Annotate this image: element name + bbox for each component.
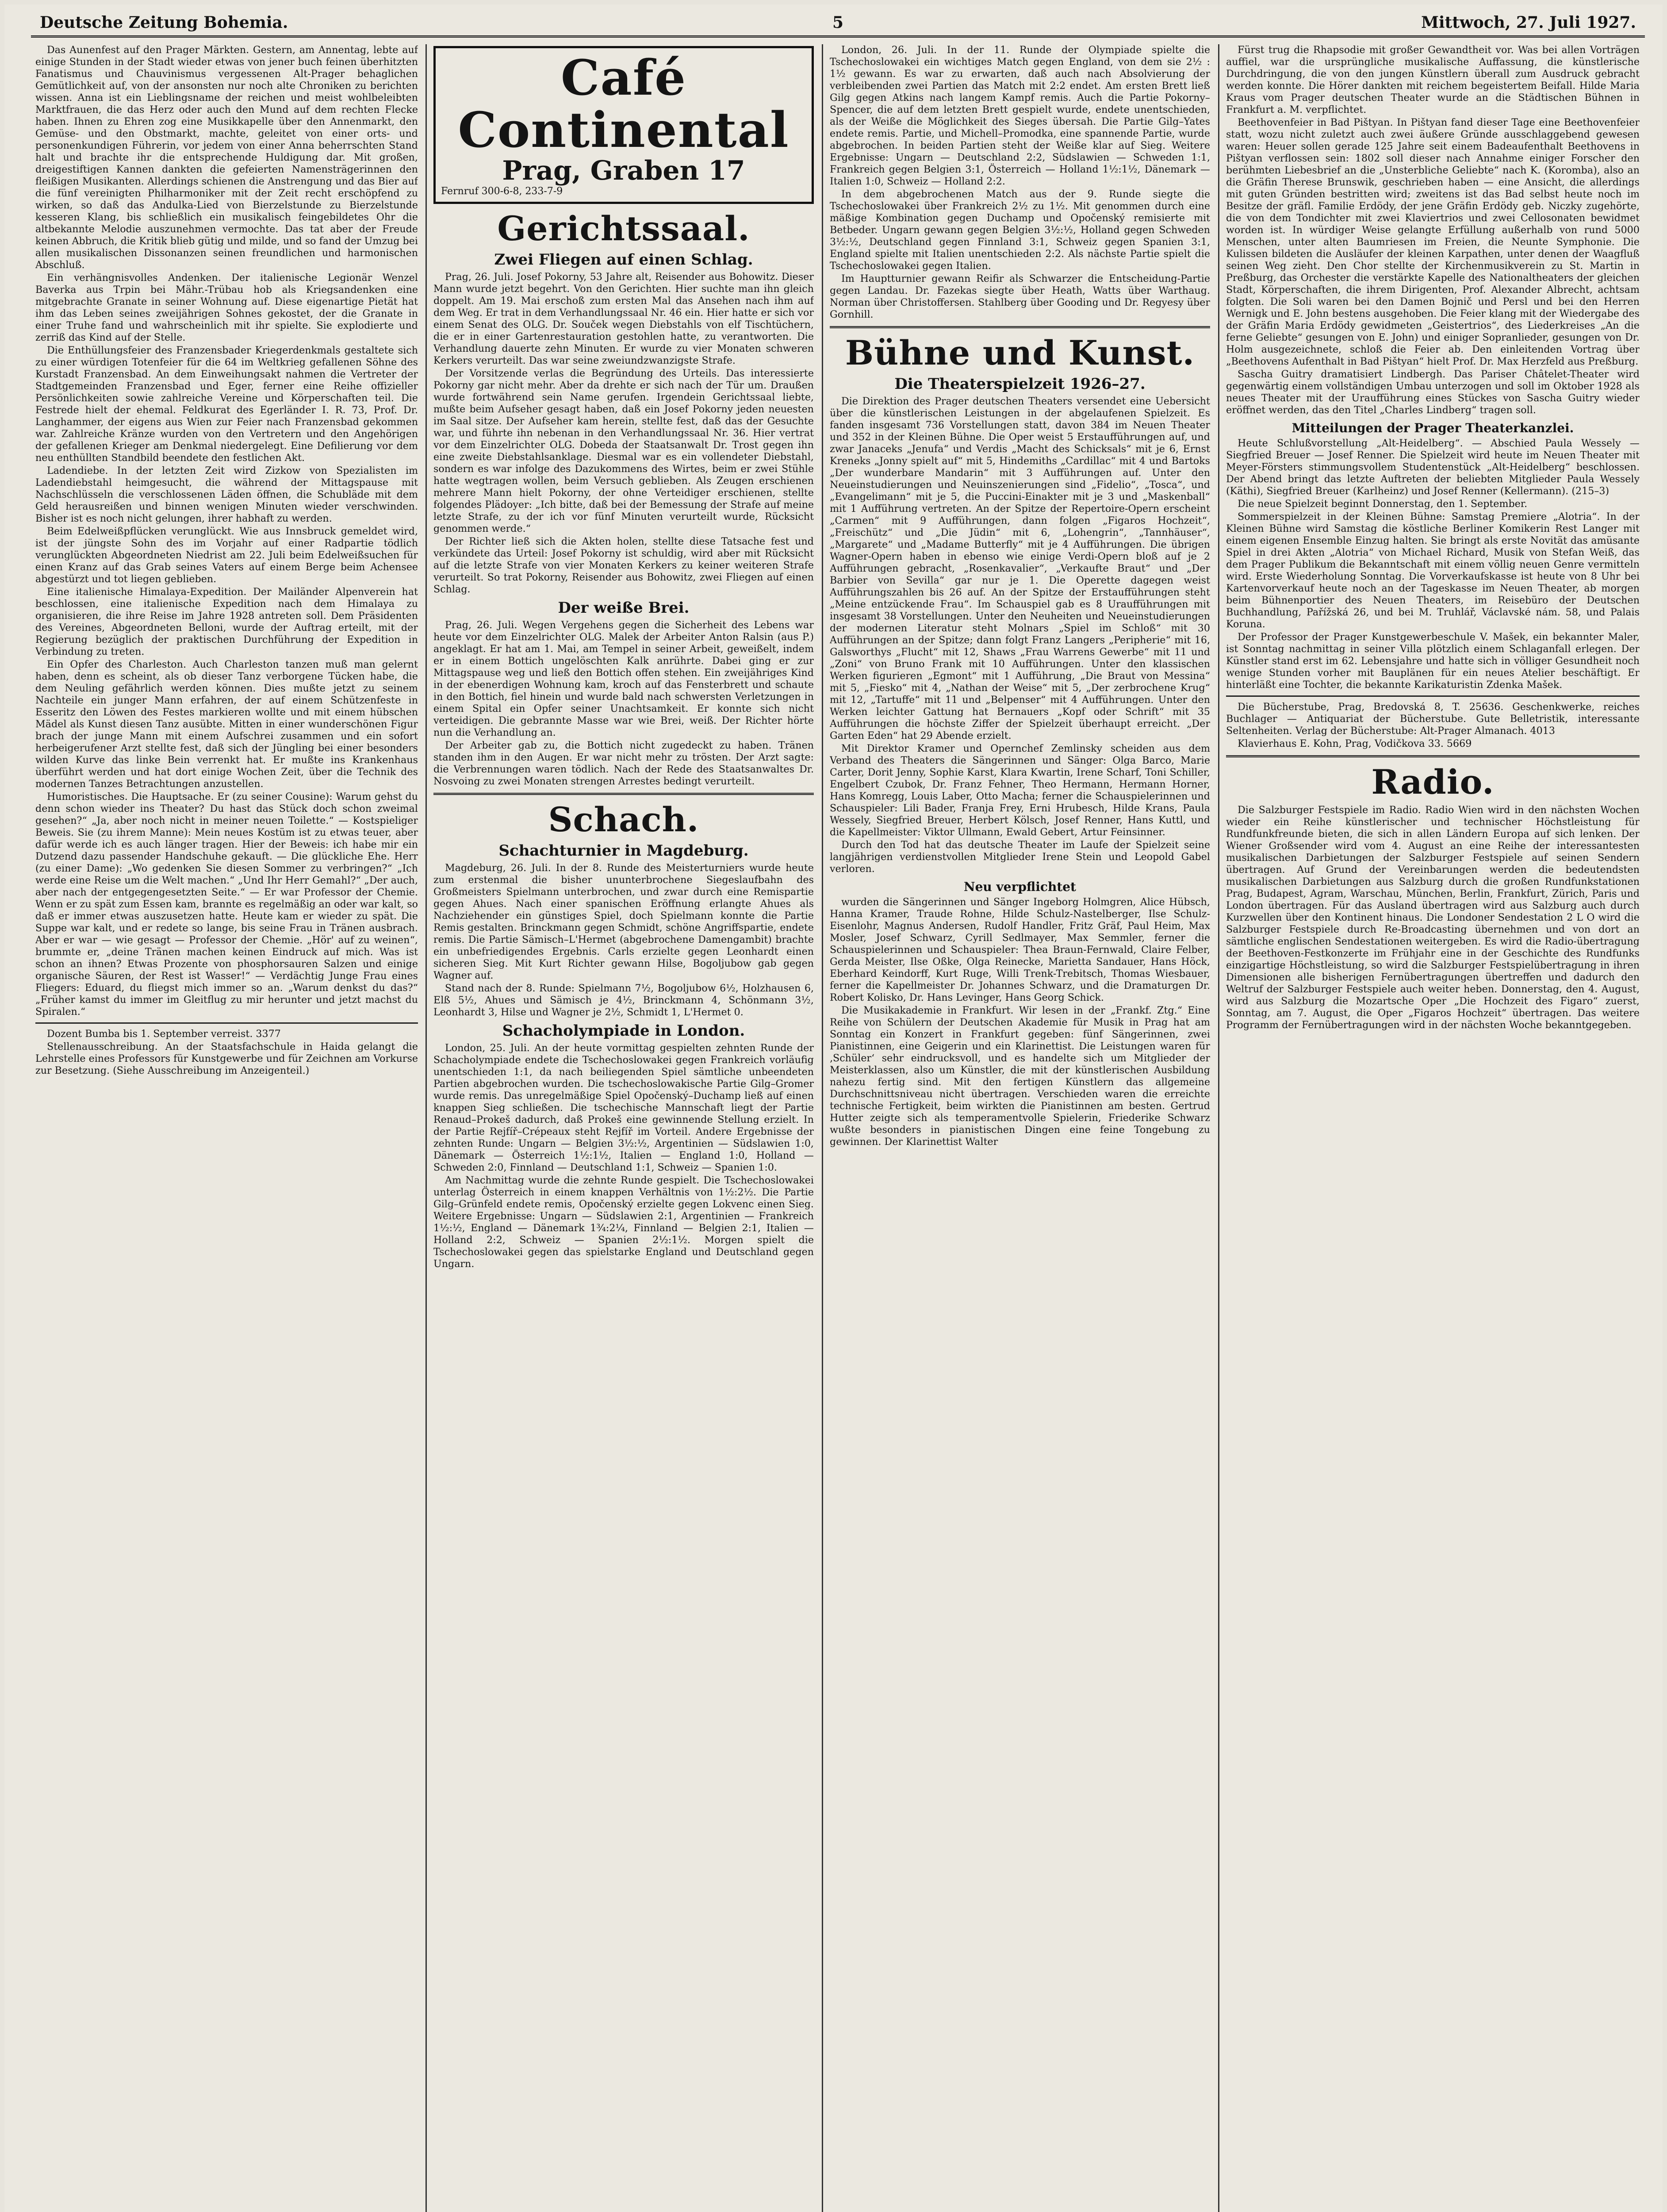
article-paragraph: Der Vorsitzende verlas die Begründung des Urteils. Das interessierte Pokorny gar nicht mehr. Aber da drehte er sich nach der Tür um. Draußen wurde fortwährend sein Name gerufen. Irgendein Gerichtssaal liebte, mußte beim Aufseher gesagt haben, daß ein Josef Pokorny jeden neuesten im Saal sitze. Der Aufseher kam herein, stellte fest, daß das der Gesuchte war, und führte ihn nebenan in den Verhandlungssaal Nr. 36. Hier vertrat vor dem Einzelrichter OLG. Dobeda der Staatsanwalt Dr. Trost gegen ihn eine zweite Diebstahlsanklage. Diesmal war es ein vollendeter Diebstahl, sondern es war infolge des Dazukommens des Wirtes, beim er zwei Stühle hatte wegtragen wollen, beim Versuch geblieben. Als Zeugen erschienen mehrere Mann hielt Pokorny, der ohne Verteidiger erschienen, stellte folgendes Plädoyer: „Ich bitte, daß bei der Bemessung der Strafe auf meine letzte Strafe, zu der ich vor fünf Minuten verurteilt wurde, Rücksicht genommen werde.“ [433,368,814,534]
article-paragraph: London, 25. Juli. An der heute vormittag gespielten zehnten Runde der Schacholympiade endete die Tschechoslowakei gegen Frankreich vorläufig unentschieden 1:1, da nach beiliegenden Spiel sämtliche unbeendeten Partien abgebrochen wurden. Die tschechoslowakische Partie Gilg–Gromer wurde remis. Das unregelmäßige Spiel Opočenský–Duchamp ließ auf einen knappen Sieg schließen. Die tschechische Mannschaft liegt der Partie Renaud–Prokeš dadurch, daß Prokeš eine gewinnende Stellung erzielt. In der Partie Rejfíř–Crépeaux steht Rejfíř im Vorteil. Andere Ergebnisse der zehnten Runde: Ungarn — Belgien 3½:½, Argentinien — Südslawien 1:0, Dänemark — Österreich 1½:1½, Italien — England 1:0, Holland — Schweden 2:0, Finnland — Deutschland 1:1, Schweiz — Spanien 1:0. [433,1042,814,1173]
cafe-continental-ad [433,46,814,204]
article-humor: Humoristisches. Die Hauptsache. Er (zu seiner Cousine): Warum gehst du denn schon wieder ins Theater? Du hast das Stück doch schon zweimal gesehen?“ „Ja, aber noch nicht in meiner neuen Toilette.“ — Kostspieliger Beweis. Sie (zu ihrem Manne): Mein neues Kostüm ist zu etwas teuer, aber dafür werde ich es auch länger tragen. Hier der Beweis: ich habe mir ein Dutzend dazu passender Handschuhe gekauft. — Die glückliche Ehe. Herr (zu einer Dame): „Wo gedenken Sie diesen Sommer zu verbringen?“ „Ich werde eine Reise um die Welt machen.“ „Und Ihr Herr Gemahl?“ „Der auch, aber nach der entgegengesetzten Seite.“ — Er war Professor der Chemie. Wenn er zu spät zum Essen kam, brannte es regelmäßig an oder war kalt, so daß er immer etwas auszusetzen hatte. Heute kam er wieder zu spät. Die Suppe war kalt, und er redete so lange, bis seine Frau in Tränen ausbrach. Aber er war — wie gesagt — Professor der Chemie. „Hör' auf zu weinen“, brummte er, „deine Tränen machen keinen Eindruck auf mich. Was ist schon an ihnen? Etwas Prozente von phosphorsauren Salzen und einige organische Säuren, der Rest ist Wasser!“ — Verdächtig Junge Frau eines Fliegers: Eduard, du fliegst mich immer so an. „Warum denkst du das?“ „Früher kamst du immer im Gleitflug zu mir herunter und jetzt machst du Spiralen.“ [35,791,418,1018]
ad-buecherstube: Die Bücherstube, Prag, Bredovská 8, T. 25636. Geschenkwerke, reiches Buchlager — Antiquariat der Bücherstube. Gute Belletristik, interessante Seltenheiten. Verlag der Bücherstube: Alt-Prager Almanach. 4013 [1226,701,1640,737]
divider [830,326,1210,328]
article-radio: Die Salzburger Festspiele im Radio. Radio Wien wird in den nächsten Wochen wieder ein Reihe künstlerischer und technischer Höchstleistung für Rundfunkfreunde bieten, die sich in allen Ländern Europa auf sich lenken. Der Wiener Großsender wird vom 4. August an eine Reihe der interessantesten musikalischen Darbietungen der Salzburger Festspiele auf seinen Sendern übertragen. Auf Grund der Vereinbarungen werden die bedeutendsten musikalischen Darbietungen aus Salzburg durch die großen Rundfunkstationen Prag, Budapest, Agram, Warschau, München, Berlin, Frankfurt, Zürich, Paris und London übertragen. Für das Ausland übertragen wird aus Salzburg auch durch Kurzwellen über den Kontinent hinaus. Die Londoner Sendestation 2 L O wird die Salzburger Festspiele durch Re-Broadcasting übernehmen und von dort an sämtliche englischen Sendestationen weitergeben. Es wird die Radio-übertragung der Beethoven-Festkonzerte im Frühjahr eine in der Geschichte des Rundfunks einzigartige Höchstleistung, so wird die Salzburger Festspielübertragung in ihren Dimensionen alle bisherigen Fernübertragungen übertreffen und dadurch den Weltruf der Salzburger Festspiele auch weiter heben. Donnerstag, den 4. August, wird aus Salzburg die Mozartsche Oper „Die Hochzeit des Figaro“ zuerst, Sonntag, am 7. August, die Oper „Figaros Hochzeit“ übertragen. Das weitere Programm der Fernübertragungen wird in der nächsten Woche bekanntgegeben. [1226,804,1640,1031]
article-paragraph: wurden die Sängerinnen und Sänger Ingeborg Holmgren, Alice Hübsch, Hanna Kramer, Traude Rohne, Hilde Schulz-Nastelberger, Ilse Schulz-Eisenlohr, Magnus Andersen, Rudolf Handler, Fritz Gräf, Paul Heim, Max Mosler, Josef Schwarz, Cyrill Sedlmayer, Max Semmler, ferner die Schauspielerinnen und Schauspieler: Thea Braun-Fernwald, Claire Felber, Gerda Meister, Ilse Oßke, Olga Reinecke, Marietta Sandauer, Hans Höck, Eberhard Keindorff, Kurt Ruge, Willi Trenk-Trebitsch, Thomas Wiesbauer, ferner die Kapellmeister Dr. Johannes Schwarz, und die Dramaturgen Dr. Robert Kolisko, Dr. Hans Levinger, Hans Georg Schick. [830,896,1210,1003]
article-paragraph: Mit Direktor Kramer und Opernchef Zemlinsky scheiden aus dem Verband des Theaters die Sängerinnen und Sänger: Olga Barco, Marie Carter, Dorit Jenny, Sophie Karst, Klara Kwartin, Irene Scharf, Toni Schiller, Engelbert Czubok, Dr. Franz Fehner, Theo Hermann, Hermann Horner, Hans Komregg, Louis Laber, Otto Macha; ferner die Schauspielerinnen und Schauspieler: Lili Bader, Franja Frey, Erni Hrubesch, Hilde Krans, Paula Wessely, Siegfried Breuer, Herbert Kölsch, Josef Renner, Hans Kuttl, und die Kapellmeister: Viktor Ullmann, Ewald Gebert, Artur Feinsinner. [830,743,1210,838]
column-2 [433,44,814,2212]
article-masek: Der Professor der Prager Kunstgewerbeschule V. Mašek, ein bekannter Maler, ist Sonntag nachmittag in seiner Villa plötzlich einem Schlaganfall erlegen. Der Künstler stand erst im 62. Lebensjahre und hatte sich in völliger Gesundheit noch wenige Stunden vorher mit Bauplänen für ein neues Atelier beschäftigt. Er hinterläßt eine Tochter, die bekannte Karikaturistin Zdenka Mašek. [1226,631,1640,691]
chess-results: In dem abgebrochenen Match aus der 9. Runde siegte die Tschechoslowakei über Frankreich 2½ zu 1½. Mit genommen durch eine mäßige Kombination gegen Duchamp und Opočenský remisierte mit Betbeder. Ungarn gewann gegen Belgien 3½:½, Holland gegen Schweden 3½:½, Deutschland gegen Finnland 3:1, Schweiz gegen Spanien 3:1, England spielte mit Italien unentschieden 2:2. Als nächste Partie spielt die Tschechoslowakei gegen Italien. [830,188,1210,272]
article-beethoven: Beethovenfeier in Bad Pištyan. In Pištyan fand dieser Tage eine Beethovenfeier statt, wozu nicht zuletzt auch zwei äußere Gründe ausschlaggebend gewesen waren: Heuer sollen gerade 125 Jahre seit einem Badeaufenthalt Beethovens in Pištyan verflossen sein: 1802 soll dieser nach Annahme einiger Forscher den berühmten Liebesbrief an die „Unsterbliche Geliebte“ nach K. (Koromba), also an die Gräfin Therese Brunswik, geschrieben haben — eine Ansicht, die allerdings mit guten Gründen bestritten wird; zweitens ist das Bad selbst heute noch im Besitze der gräfl. Familie Erdödy, der jene Gräfin Erdödy geb. Niczky zugehörte, die von dem Tondichter mit zwei Klaviertrios und zwei Cellosonaten bewidmet worden ist. In würdiger Weise gelangte Erfüllung außerhalb von rund 5000 Menschen, unter alten Baumriesen im Freien, die Neunte Symphonie. Die Kulissen bildeten die Ausläufer der kleinen Karpathen, unter denen der Waagfluß seinen Weg zieht. Den Chor stellte der Kirchenmusikverein zu St. Martin in Preßburg, das Orchester die verstärkte Kapelle des Nationaltheaters der gleichen Stadt, Körperschaften, die ihrem Dirigenten, Prof. Alexander Albrecht, achtsam folgten. Die Soli waren bei den Damen Bojnič und Persl und bei den Herren Wernigk und E. John bestens ausgehoben. Die Feier klang mit der Wiedergabe des der Gräfin Maria Erdödy gewidmeten „Geistertrios“, des Liederkreises „An die ferne Geliebte“ gesungen von E. John) und einiger Sopranlieder, gesungen von Dr. Holm ausgezeichnete, schloß die Feier ab. Den einleitenden Vortrag über „Beethovens Aufenthalt in Bad Pištyan“ hielt Prof. Dr. Max Herzfeld aus Preßburg. [1226,117,1640,367]
article-paragraph: Der Arbeiter gab zu, die Bottich nicht zugedeckt zu haben. Tränen standen ihm in den Augen. Er war nicht mehr zu trösten. Der Arzt sagte: die Verbrennungen waren tödlich. Nach der Rede des Staatsanwaltes Dr. Nosvoing zu zwei Monaten strengen Arrestes bedingt verurteilt. [433,740,814,787]
section-schach: Schach. [548,800,699,839]
running-header [31,9,1645,38]
column-1 [35,44,418,2212]
notice-bumba: Dozent Bumba bis 1. September verreist. 3377 [47,1028,281,1040]
article-ladendiebe: Ladendiebe. In der letzten Zeit wird Zizkow von Spezialisten im Ladendiebstahl heimgesucht, die während der Mittagspause mit Nachschlüsseln die verschlossenen Läden öffnen, die Schubläde mit dem Geld herausreißen und binnen wenigen Minuten wieder verschwinden. Bisher ist es noch nicht gelungen, ihrer habhaft zu werden. [35,465,418,524]
section-buehne: Bühne und Kunst. [845,333,1195,373]
article-himalaya: Eine italienische Himalaya-Expedition. Der Mailänder Alpenverein hat beschlossen, eine italienische Expedition nach dem Himalaya zu organisieren, die ihre Reise im Jahre 1928 antreten soll. Dem Präsidenten des Vereines, Abgeordneten Belloni, wurde der Auftrag erteilt, mit der Regierung bezüglich der praktischen Durchführung der Expedition in Verbindung zu treten. [35,586,418,657]
article-paragraph: Magdeburg, 26. Juli. In der 8. Runde des Meisterturniers wurde heute zum erstenmal die bisher ununterbrochene Siegeslaufbahn des Großmeisters Spielmann unterbrochen, und zwar durch eine Remispartie gegen Ahues. Nach einer spanischen Eröffnung erlangte Ahues als Nachziehender ein günstiges Spiel, doch Spielmann konnte die Partie Remis gestalten. Brinckmann gegen Schmidt, schöne Angriffspartie, endete remis. Die Partie Sämisch–L'Hermet (abgebrochene Damengambit) brachte ein unbefriedigendes Ergebnis. Carls erzielte gegen Leonhardt einen sicheren Sieg. Mit Kurt Richter gewann Hilse, Bogoljubow gab gegen Wagner auf. [433,862,814,981]
article-guitry: Sascha Guitry dramatisiert Lindbergh. Das Pariser Châtelet-Theater wird gegenwärtig einem vollständigen Umbau unterzogen und soll im Oktober 1928 als neues Theater mit der Uraufführung eines Stückes von Sascha Guitry wieder eröffnet werden, das den Titel „Charles Lindberg“ tragen soll. [1226,369,1640,416]
ad-klavierhaus: Klavierhaus E. Kohn, Prag, Vodičkova 33. 5669 [1238,738,1472,749]
article-paragraph: Prag, 26. Juli. Josef Pokorny, 53 Jahre alt, Reisender aus Bohowitz. Dieser Mann wurde jetzt begehrt. Von den Gerichten. Hier suchte man ihn gleich doppelt. Am 19. Mai erschoß zum ersten Mal das Ansehen nach ihm auf dem Weg. Er trat in dem Verhandlungssaal Nr. 46 ein. Hier hatte er sich vor einem Senat des OLG. Dr. Souček wegen Diebstahls von elf Tischtüchern, die er in einer Gartenrestauration gestohlen hatte, zu verantworten. Die Verhandlung dauerte zehn Minuten. Er wurde zu vier Monaten schweren Kerkers verurteilt. Das war seine zweiundzwanzigste Strafe. [433,271,814,366]
article-title-olympiade: Schacholympiade in London. [502,1022,745,1040]
chess-results: Im Hauptturnier gewann Reifir als Schwarzer die Entscheidung-Partie gegen Landau. Dr. Fazekas siegte über Heath, Watts über Warthaug. Norman über Christoffersen. Stahlberg über Gooding und Dr. Regyesy über Gornhill. [830,273,1210,320]
ad-address: Prag, Graben 17 [502,155,745,186]
subhead-verpflichtet: Neu verpflichtet [963,879,1076,894]
article-paragraph: Am Nachmittag wurde die zehnte Runde gespielt. Die Tschechoslowakei unterlag Österreich in einem knappen Verhältnis von 1½:2½. Die Partie Gilg–Grünfeld endete remis, Opočenský erzielte gegen Lokvenc einen Sieg. Weitere Ergebnisse: Ungarn — Südslawien 2:1, Argentinien — Frankreich 1½:½, England — Dänemark 1¾:2¼, Finnland — Belgien 2:1, Italien — Holland 2:2, Schweiz — Spanien 2½:1½. Morgen spielt die Tschechoslowakei gegen das spielstarke England und Deutschland gegen Ungarn. [433,1175,814,1270]
ad-name: Café Continental [458,49,789,158]
article-title-magdeburg: Schachturnier in Magdeburg. [498,842,749,860]
column-3 [830,44,1210,2212]
article-paragraph: Prag, 26. Juli. Wegen Vergehens gegen die Sicherheit des Lebens war heute vor dem Einzelrichter OLG. Malek der Arbeiter Anton Ralsin (aus P.) angeklagt. Er hat am 1. Mai, am Tempel in seiner Arbeit, geweißelt, indem er in einem Bottich ungelöschten Kalk anrührte. Dabei ging er zur Mittagspause weg und ließ den Bottich offen stehen. Ein zweijähriges Kind in der ebenerdigen Wohnung kam, kroch auf das Fensterbrett und schaute in den Bottich, fiel hinein und wurde bald nach schwersten Verletzungen in einem Spital ein Opfer seiner Unachtsamkeit. Er konnte sich nicht verteidigen. Die gebrannte Masse war wie Brei, weiß. Der Richter hörte nun die Verhandlung an. [433,619,814,738]
article-annenfest: Das Aunenfest auf den Prager Märkten. Gestern, am Annentag, lebte auf einige Stunden in der Stadt wieder etwas von jener buch feinen überhitzten Fanatismus und Chauvinismus vergessenen Alt-Prager behaglichen Gemütlichkeit auf, von der ansonsten nur noch alte Chroniken zu berichten wissen. Anna ist ein Lieblingsname der reichen und meist wohlbeleibten Marktfrauen, die das Herz oder auch den Mund auf dem rechten Flecke haben. Ihnen zu Ehren zog eine Musikkapelle über den Annenmarkt, den Gemüse- und den Obstmarkt, machte, geleitet von einer orts- und personenkundigen Führerin, vor jedem von einer Anna beherrschten Stand halt und brachte ihr die entsprechende Huldigung dar. Mit großen, dreigestiftigen Kannen dankten die gefeierten Namensträgerinnen den fleißigen Musikanten. Allerdings schienen die Anstrengung und das Bier auf die fünf vereinigten Philharmoniker mit der Zeit recht erschöpfend zu wirken, so daß das Andulka-Lied von Bierzelstunde zu Bierzelstunde kesseren Klang, bis schließlich ein musikalisch feingebildetes Ohr die altbekannte Melodie auszunehmen vermochte. Das tat aber der Freude keinen Abbruch, die Kritik blieb gütig und milde, und so fand der Umzug bei allen musikalischen Dissonanzen seinen freundlichen und harmonischen Abschluß. [35,44,418,271]
divider [1226,695,1640,697]
notice-stellen: Stellenausschreibung. An der Staatsfachschule in Haida gelangt die Lehrstelle eines Professors für Kunstgewerbe und für Zeichnen am Vorkurse zur Besetzung. (Siehe Ausschreibung im Anzeigenteil.) [35,1041,418,1076]
article-paragraph: Stand nach der 8. Runde: Spielmann 7½, Bogoljubow 6½, Holzhausen 6, Elß 5½, Ahues und Sämisch je 4½, Brinckmann 4, Schönmann 3½, Leonhardt 3, Hilse und Wagner je 2½, Schmidt 1, L'Hermet 0. [433,983,814,1018]
divider [433,793,814,795]
article-title-brei: Der weiße Brei. [558,599,690,617]
article-kriegerdenkmal: Die Enthüllungsfeier des Franzensbader Kriegerdenkmals gestaltete sich zu einer würdigen Totenfeier für die 64 im Weltkrieg gefallenen Söhne des Kurstadt Franzensbad. An dem Einweihungsakt nahmen die Vertreter der Stadtgemeinden Franzensbad und Eger, ferner eine Reihe offizieller Persönlichkeiten sowie zahlreiche Vereine und Körperschaften teil. Die Festrede hielt der ehemal. Feldkurat des Egerländer I. R. 73, Prof. Dr. Langhammer, der eigens aus Wien zur Feier nach Franzensbad gekommen war. Zahlreiche Kränze wurden von den Vertretern und den Angehörigen der gefallenen Krieger am Denkmal niedergelegt. Eine Defilierung vor dem neu enthüllten Standbild beendete den festlichen Akt. [35,345,418,464]
column-rule [822,44,823,2212]
article-charleston: Ein Opfer des Charleston. Auch Charleston tanzen muß man gelernt haben, denn es scheint, als ob dieser Tanz verborgene Tücken habe, die dem Neuling gefährlich werden können. Dies mußte jetzt zu seinem Nachteile ein junger Mann erfahren, der auf einem Schützenfeste in Esseritz den Löwen des Festes markieren wollte und mit einem hübschen Mädel als Kunst diesen Tanz ausübte. Mitten in einer wunderschönen Figur brach der junge Mann mit einem Aufschrei zusammen und ein sofort herbeigerufener Arzt stellte fest, daß sich der Jüngling bei einer besonders wilden Kurve das linke Bein verrenkt hat. Er mußte ins Krankenhaus überführt werden und hat dort einige Wochen Zeit, über die Technik des modernen Tanzes Betrachtungen anzustellen. [35,659,418,790]
mitteilung: Sommerspielzeit in der Kleinen Bühne: Samstag Premiere „Alotria“. In der Kleinen Bühne wird Samstag die köstliche Berliner Komikerin Rest Langer mit einem eigenen Ensemble Einzug halten. Sie bringt als erste Novität das amüsante Spiel in drei Akten „Alotria“ von Michael Richard, Musik von Stefan Weiß, das dem Prager Publikum die Bekanntschaft mit einem völlig neuen Genre vermitteln wird. Erste Wiederholung Sonntag. Die Vorverkaufskasse ist heute von 8 Uhr bei Kartenvorverkauf heute noch an der Tageskasse im Neuen Theater, ab morgen beim Bühnenportier des Neuen Theaters, im Reisebüro der Deutschen Buchhandlung, Pařížská 26, und bei M. Truhlář, Václavské nám. 58, und Palais Koruna. [1226,511,1640,630]
mitteilung: Die neue Spielzeit beginnt Donnerstag, den 1. September. [1238,498,1528,510]
article-title-fliegen: Zwei Fliegen auf einen Schlag. [494,251,753,269]
section-radio: Radio. [1371,762,1495,802]
column-rule [425,44,427,2212]
newspaper-page [4,4,1663,2212]
column-4 [1226,44,1640,2212]
article-paragraph: Die Direktion des Prager deutschen Theaters versendet eine Uebersicht über die künstlerischen Leistungen in der abgelaufenen Spielzeit. Es fanden insgesamt 736 Vorstellungen statt, davon 384 im Neuen Theater und 352 in der Kleinen Bühne. Die Oper weist 5 Erstaufführungen auf, und zwar Janaceks „Jenufa“ und Verdis „Macht des Schicksals“ mit je 6, Ernst Kreneks „Jonny spielt auf“ mit 5, Hindemiths „Cardillac“ mit 4 und Bartoks „Der wunderbare Mandarin“ mit 3 Aufführungen auf. Unter den Neueinstudierungen und Neuinszenierungen sind „Fidelio“, „Tosca“, und „Evangelimann“ mit je 5, die Puccini-Einakter mit je 3 und „Maskenball“ mit 1 Aufführung vertreten. An der Spitze der Repertoire-Opern erscheint „Carmen“ mit 9 Aufführungen, dann folgen „Figaros Hochzeit“, „Freischütz“ und „Die Jüdin“ mit 6, „Lohengrin“, „Tannhäuser“, „Margarete“ und „Madame Butterfly“ mit je 4 Aufführungen. Die übrigen Wagner-Opern haben in ebenso wie einige Verdi-Opern bloß auf je 2 Aufführungen gebracht, „Rosenkavalier“, „Verkaufte Braut“ und „Der Barbier von Sevilla“ gar nur je 1. Die Operette dagegen weist Aufführungszahlen bis 26 auf. An der Spitze der Erstaufführungen steht „Meine entzückende Frau“. Im Schauspiel gab es 8 Uraufführungen mit insgesamt 38 Vorstellungen. Unter den Neuheiten und Neueinstudierungen der modernen Literatur steht Molnars „Spiel im Schloß“ mit 30 Aufführungen an der Spitze; dann folgt Franz Langers „Peripherie“ mit 16, Galsworthys „Flucht“ mit 12, Shaws „Frau Warrens Gewerbe“ mit 11 und „Zoni“ von Bruno Frank mit 10 Aufführungen. Unter den klassischen Werken figurieren „Egmont“ mit 1 Aufführung, „Die Braut von Messina“ mit 5, „Fiesko“ mit 4, „Nathan der Weise“ mit 5, „Der zerbrochene Krug“ mit 12, „Tartuffe“ mit 11 und „Belpenser“ mit 4 Aufführungen. Unter den Werken leichter Gattung hat Bernauers „Kopf oder Schrift“ mit 35 Aufführungen die höchste Ziffer der Spielzeit überhaupt erreicht. „Der Garten Eden“ hat 29 Abende erzielt. [830,396,1210,741]
divider [35,1022,418,1024]
mitteilung: Heute Schlußvorstellung „Alt-Heidelberg“. — Abschied Paula Wessely — Siegfried Breuer — Josef Renner. Die Spielzeit wird heute im Neuen Theater mit Meyer-Försters stimmungsvollem Studentenstück „Alt-Heidelberg“ beschlossen. Der Abend bringt das letzte Auftreten der beliebten Mitglieder Paula Wessely (Käthi), Siegfried Breuer (Karlheinz) und Josef Renner (Kellermann). (215–3) [1226,438,1640,497]
article-edelweiss: Beim Edelweißpflücken verunglückt. Wie aus Innsbruck gemeldet wird, ist der jüngste Sohn des im Vorjahr auf einer Radpartie tödlich verunglückten Abgeordneten Niedrist am 22. Juli beim Edelweißsuchen für einen Kranz auf das Grab seines Vaters auf einem Berge beim Achensee abgestürzt und tot liegen geblieben. [35,526,418,585]
chess-results: London, 26. Juli. In der 11. Runde der Olympiade spielte die Tschechoslowakei ein wichtiges Match gegen England, von dem sie 2½ : 1½ gewann. Es war zu erwarten, daß auch nach Absolvierung der verbleibenden zwei Partien das Match mit 2:2 endet. Am ersten Brett ließ Gilg gegen Atkins nach langem Kampf remis. Auch die Partie Pokorny–Spencer, die auf dem letzten Brett gespielt wurde, endete unentschieden, als der Weiße die Möglichkeit des Sieges übersah. Die Partie Gilg–Yates endete remis. Partie, und Michell–Promodka, eine spannende Partie, wurde abgebrochen. In beiden Partien steht der Weiße klar auf Sieg. Weitere Ergebnisse: Ungarn — Deutschland 2:2, Südslawien — Schweden 1:1, Frankreich gegen Belgien 3:1, Österreich — Holland 1½:1½, Dänemark — Italien 1:0, Schweiz — Holland 2:2. [830,44,1210,187]
column-rule [1218,44,1219,2212]
mitteilungen-title: Mitteilungen der Prager Theaterkanzlei. [1291,421,1574,435]
article-musikakademie: Die Musikakademie in Frankfurt. Wir lesen in der „Frankf. Ztg.“ Eine Reihe von Schülern der Deutschen Akademie für Musik in Prag hat am Sonntag ein Konzert in Frankfurt gegeben: fünf Sängerinnen, zwei Pianistinnen, eine Geigerin und ein Klarinettist. Die Leistungen waren für ‚Schüler‘ sehr eindrucksvoll, und es handelte sich um Mitglieder der Meisterklassen, also um Künstler, die mit der künstlerischen Ausbildung nahezu fertig sind. Mit den fertigen Künstlern das allgemeine Durchschnittsniveau nicht übertragen. Verschieden waren die erreichte technische Fertigkeit, beim wirkten die Pianistinnen am besten. Gertrud Hutter zeigte sich als temperamentvolle Spielerin, Friederike Schwarz wußte besonders in pianistischen Dingen eine feine Tongebung zu gewinnen. Der Klarinettist Walter [830,1005,1210,1148]
article-paragraph: Der Richter ließ sich die Akten holen, stellte diese Tatsache fest und verkündete das Urteil: Josef Pokorny ist schuldig, wird aber mit Rücksicht auf die letzte Strafe von vier Monaten Kerkers zu keiner weiteren Strafe verurteilt. So trat Pokorny, Reisender aus Bohowitz, zwei Fliegen auf einen Schlag. [433,536,814,595]
ad-phone: Fernruf 300-6-8, 233-7-9 [441,186,563,197]
article-paragraph: Durch den Tod hat das deutsche Theater im Laufe der Spielzeit seine langjährigen verdienstvollen Mitglieder Irene Stein und Leopold Gabel verloren. [830,839,1210,875]
issue-date: Mittwoch, 27. Juli 1927. [1421,13,1636,32]
article-andenken: Ein verhängnisvolles Andenken. Der italienische Legionär Wenzel Baverka aus Trpin bei Mähr.-Trübau hob als Kriegsandenken eine mitgebrachte Granate in seiner Wohnung auf. Diese eigenartige Pietät hat ihm das Leben seines zweijährigen Sohnes gekostet, der die Granate in einer Truhe fand und wahrscheinlich mit ihr spielte. Sie explodierte und zerriß das Kind auf der Stelle. [35,272,418,343]
paper-name: Deutsche Zeitung Bohemia. [40,13,288,32]
article-title-spielzeit: Die Theaterspielzeit 1926–27. [894,375,1146,393]
divider [1226,755,1640,757]
section-gerichtssaal: Gerichtssaal. [497,209,750,248]
page-number: 5 [832,13,844,32]
article-continuation: Fürst trug die Rhapsodie mit großer Gewandtheit vor. Was bei allen Vorträgen auffiel, war die ursprüngliche musikalische Auffassung, die künstlerische Durchdringung, die von den jungen Künstlern überall zum Ausdruck gebracht werden konnte. Die Hörer dankten mit reichem begeistertem Beifall. Hilde Maria Kraus vom Prager deutschen Theater wurde an die Städtischen Bühnen in Frankfurt a. M. verpflichtet. [1226,44,1640,115]
